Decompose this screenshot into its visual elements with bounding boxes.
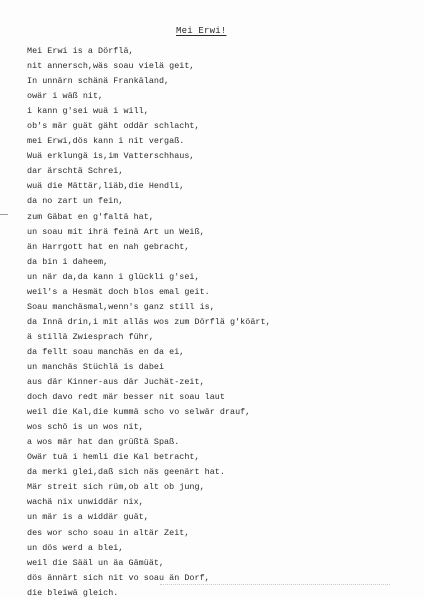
- poem-line: da fellt soau manchäs en da ei,: [27, 346, 185, 357]
- poem-line: da bin i daheem,: [27, 256, 109, 267]
- poem-line: owär i wäß nit,: [27, 91, 104, 102]
- poem-line: wachä nix unwiddär nix,: [27, 497, 144, 508]
- poem-line: doch davo redt mär besser nit soau laut: [27, 392, 225, 403]
- poem-line: weil die Kal,die kummä scho vo selwär drauf,: [27, 407, 251, 418]
- poem-line: aus där Kinner-aus där Juchät-zeit,: [27, 377, 205, 388]
- poem-line: un dös werd a blei,: [27, 542, 124, 553]
- poem-line: die bleiwä gleich.: [27, 587, 119, 598]
- poem-line: un manchäs Stüchlä is dabei: [27, 361, 165, 372]
- poem-line: In unnärn schänä Frankäland,: [27, 76, 170, 87]
- poem-line: wos schö is un wos nit,: [27, 422, 144, 433]
- poem-line: des wor scho soau in altär Zeit,: [27, 527, 190, 538]
- poem-line: un när da,da kann i glückli g'sei,: [27, 271, 200, 282]
- poem-line: weil's a Hesmät doch blos emal geit.: [27, 286, 210, 297]
- poem-line: un soau mit ihrä feinä Art un Weiß,: [27, 226, 205, 237]
- poem-line: un mär is a widdär guät,: [27, 512, 149, 523]
- poem-line: Soau manchäsmal,wenn's ganz still is,: [27, 301, 215, 312]
- poem-line: da no zart un fein,: [27, 196, 124, 207]
- bottom-dotted-rule: [160, 584, 390, 585]
- poem-line: a wos mär hat dan grüßtä Spaß.: [27, 437, 180, 448]
- poem-line: da merki glei,daß sich näs geenärt hat.: [27, 467, 225, 478]
- poem-line: zum Gäbat en g'faltä hat,: [27, 211, 154, 222]
- poem-line: wuä die Mättär,liäb,die Hendli,: [27, 181, 185, 192]
- poem-body: [27, 44, 417, 601]
- poem-line: nit annersch,wäs soau vielä geit,: [27, 61, 195, 72]
- poem-line: ä stillä Zwiesprach führ,: [27, 331, 154, 342]
- poem-line: ob's mär guät gäht oddär schlacht,: [27, 121, 200, 132]
- poem-line: mei Erwi,dös kann i nit vergaß.: [27, 136, 185, 147]
- poem-line: Mei Erwi is a Dörflä,: [27, 46, 134, 56]
- poem-line: weil die Sääl un äa Gämüät,: [27, 557, 165, 568]
- poem-line: Owär tuä i hemli die Kal betracht,: [27, 452, 200, 463]
- poem-line: dar ärschtä Schrei,: [27, 166, 124, 177]
- poem-line: da Innä drin,i mit alläs wos zum Dörflä g'köärt,: [27, 316, 271, 327]
- poem-title: Mei Erwi!: [176, 26, 227, 36]
- poem-line: dös ännärt sich nit vo soau än Dorf,: [27, 572, 210, 583]
- poem-line: i kann g'sei wuä i will,: [27, 106, 149, 117]
- punch-hole-mark: [0, 214, 8, 215]
- poem-line: än Harrgott hat en nah gebracht,: [27, 241, 190, 252]
- poem-line: Mär streit sich rüm,ob alt ob jung,: [27, 482, 205, 493]
- poem-line: Wuä erklungä is,im Vatterschhaus,: [27, 151, 195, 162]
